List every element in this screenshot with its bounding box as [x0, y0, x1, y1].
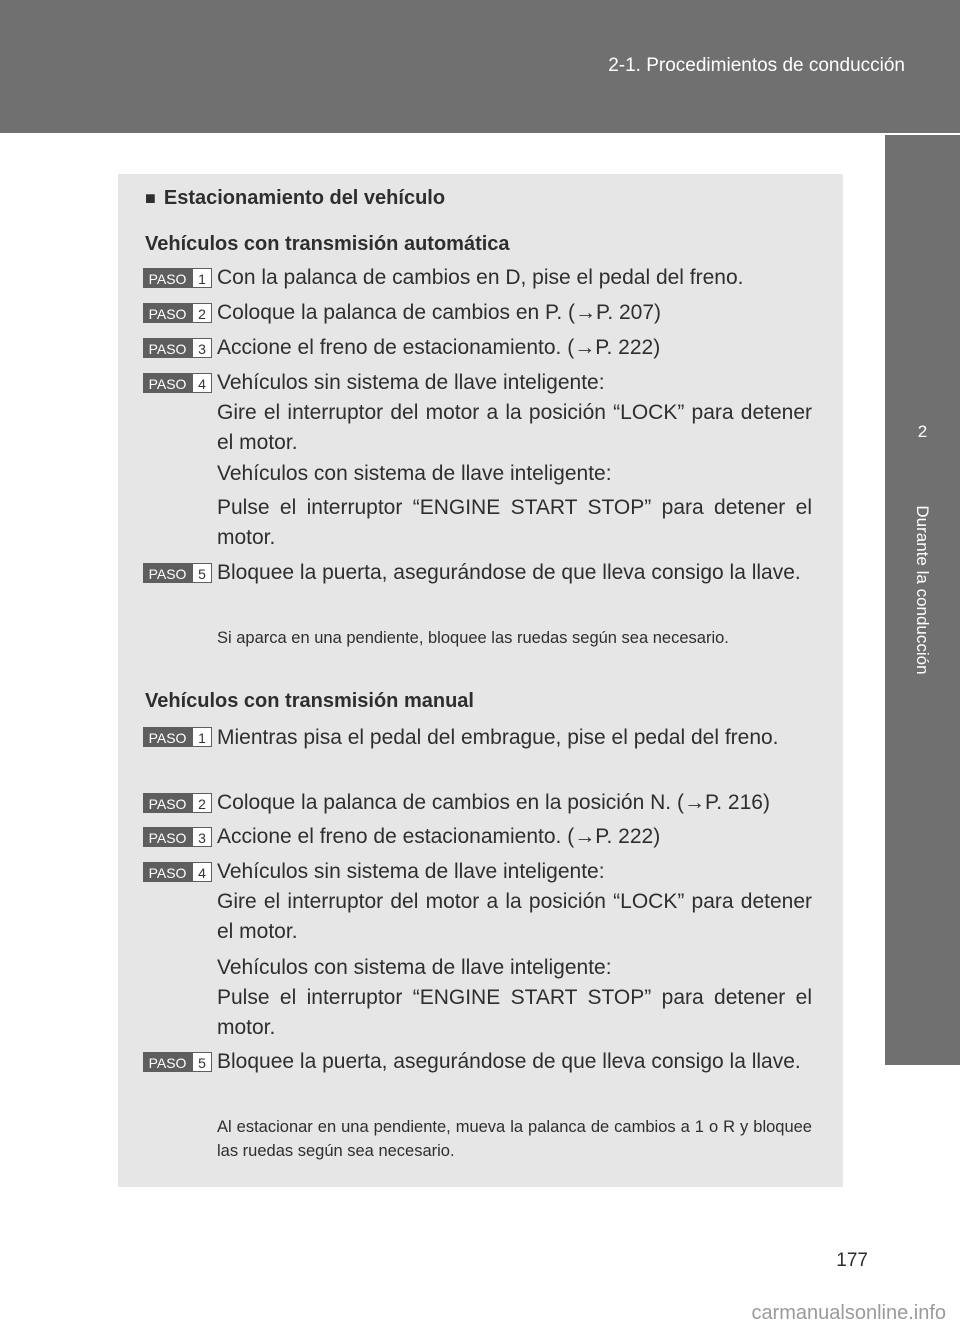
- step-text: Vehículos con sistema de llave inteligente:: [217, 956, 612, 979]
- automatic-title: Vehículos con transmisión automática: [145, 233, 510, 255]
- step-number: 5: [192, 563, 212, 583]
- step-number: 1: [192, 727, 212, 747]
- step-text: Coloque la palanca de cambios en P. (→P. 207): [217, 301, 662, 324]
- section-title-text: Estacionamiento del vehículo: [163, 187, 446, 209]
- watermark: carmanualsonline.info: [751, 1302, 946, 1324]
- step-text: Bloquee la puerta, asegurándose de que lleva consigo la llave.: [217, 1050, 801, 1073]
- step-text: Pulse el interruptor “ENGINE START STOP” para detener el motor.: [217, 496, 812, 549]
- step-badge: [143, 563, 212, 583]
- step-text: Gire el interruptor del motor a la posición “LOCK” para detener el motor.: [217, 890, 812, 943]
- step-badge-word: PASO: [143, 727, 192, 747]
- step-number: 3: [192, 338, 212, 358]
- step-badge-word: PASO: [143, 793, 192, 813]
- page-number: 177: [836, 1250, 868, 1271]
- step-badge: [143, 1052, 212, 1072]
- square-bullet-icon: ■: [145, 188, 156, 208]
- step-text: Bloquee la puerta, asegurándose de que lleva consigo la llave.: [217, 561, 801, 584]
- step-number: 4: [192, 862, 212, 882]
- step-note: Al estacionar en una pendiente, mueva la palanca de cambios a 1 o R y bloquee las ruedas según sea necesario.: [217, 1118, 812, 1160]
- step-badge-word: PASO: [143, 338, 192, 358]
- page-header: [0, 0, 960, 133]
- step-badge: [143, 727, 212, 747]
- step-badge: [143, 793, 212, 813]
- step-text: Vehículos con sistema de llave inteligente:: [217, 462, 612, 485]
- step-number: 2: [192, 793, 212, 813]
- chapter-number: 2: [917, 422, 928, 441]
- step-text: Vehículos sin sistema de llave inteligente:: [217, 371, 605, 394]
- step-badge-word: PASO: [143, 827, 192, 847]
- step-badge: [143, 338, 212, 358]
- chapter-label: Durante la conducción: [913, 505, 932, 675]
- step-text: Accione el freno de estacionamiento. (→P. 222): [217, 336, 661, 359]
- section-title: [145, 187, 445, 210]
- step-badge: [143, 303, 212, 323]
- step-number: 5: [192, 1052, 212, 1072]
- manual-title: Vehículos con transmisión manual: [145, 690, 474, 712]
- step-badge-word: PASO: [143, 1052, 192, 1072]
- step-badge-word: PASO: [143, 563, 192, 583]
- step-text: Coloque la palanca de cambios en la posición N. (→P. 216): [217, 791, 770, 814]
- step-number: 4: [192, 373, 212, 393]
- step-badge-word: PASO: [143, 303, 192, 323]
- step-number: 3: [192, 827, 212, 847]
- step-badge-word: PASO: [143, 862, 192, 882]
- step-number: 2: [192, 303, 212, 323]
- step-badge: [143, 268, 212, 288]
- step-text: Gire el interruptor del motor a la posición “LOCK” para detener el motor.: [217, 401, 812, 454]
- step-text: Mientras pisa el pedal del embrague, pise el pedal del freno.: [217, 726, 779, 749]
- step-badge-word: PASO: [143, 373, 192, 393]
- step-badge: [143, 862, 212, 882]
- step-badge-word: PASO: [143, 268, 192, 288]
- step-text: Accione el freno de estacionamiento. (→P. 222): [217, 825, 661, 848]
- step-badge: [143, 373, 212, 393]
- step-text: Vehículos sin sistema de llave inteligente:: [217, 860, 605, 883]
- step-note: Si aparca en una pendiente, bloquee las ruedas según sea necesario.: [217, 629, 729, 647]
- step-text: Pulse el interruptor “ENGINE START STOP” para detener el motor.: [217, 986, 812, 1039]
- step-number: 1: [192, 268, 212, 288]
- step-text: Con la palanca de cambios en D, pise el pedal del freno.: [217, 266, 744, 289]
- chapter-title: 2-1. Procedimientos de conducción: [608, 55, 905, 76]
- step-badge: [143, 827, 212, 847]
